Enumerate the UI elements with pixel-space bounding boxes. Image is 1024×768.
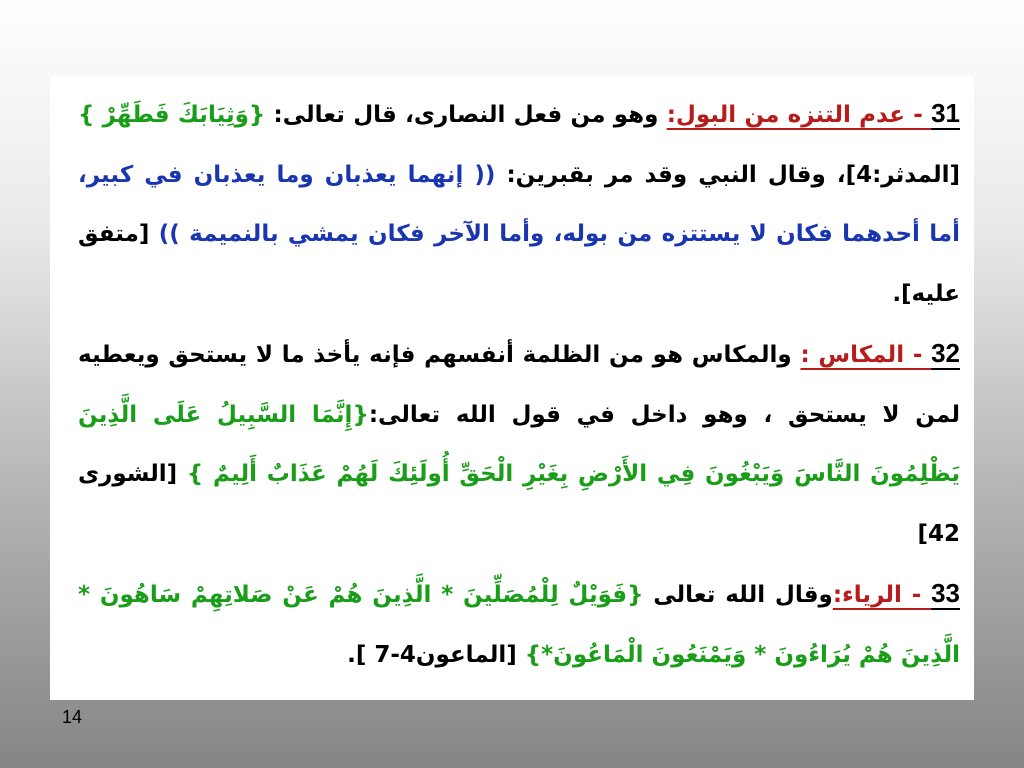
slide-body-text xyxy=(78,84,960,685)
page-number: 14 xyxy=(62,707,83,727)
section-number: 32 xyxy=(931,338,961,368)
hadith-text: (( إنهما يعذبان وما يعذبان في كبير، أما أحدهما فكان لا يستتزه من بوله، وأما الآخر فكان يمشي بالنميمة )) xyxy=(78,161,960,247)
section-number: 33 xyxy=(931,578,960,608)
section-intro: وهو من فعل النصارى، قال تعالى: xyxy=(265,102,667,128)
section-intro: والمكاس هو من الظلمة أنفسهم فإنه يأخذ ما لا يستحق ويعطيه لمن لا يستحق ، وهو داخل في قول الله تعالى: xyxy=(78,342,961,428)
quran-verse: {إِنَّمَا السَّبِيلُ عَلَى الَّذِينَ يَظْلِمُونَ النَّاسَ وَيَبْغُونَ فِي الأَرْضِ بِغَيْرِ الْحَقِّ أُولَئِكَ لَهُمْ عَذَابٌ أَلِيمٌ } xyxy=(78,401,960,487)
section-separator: - xyxy=(901,582,932,608)
slide-content-panel xyxy=(50,76,974,700)
section-title: المكاس : xyxy=(800,342,905,368)
section-title: الرياء: xyxy=(832,582,902,608)
quran-verse: {فَوَيْلٌ لِلْمُصَلِّينَ * الَّذِينَ هُمْ عَنْ صَلاتِهِمْ سَاهُونَ * الَّذِينَ هُمْ يُرَاءُونَ * وَيَمْنَعُونَ الْمَاعُونَ*} xyxy=(78,582,960,668)
section-32 xyxy=(78,324,960,564)
section-separator: - xyxy=(904,342,932,368)
verse-reference: [الماعون4-7 ]. xyxy=(347,641,525,668)
section-intro: وقال الله تعالى xyxy=(643,582,833,608)
quran-verse: {وَثِيَابَكَ فَطَهِّرْ } xyxy=(78,102,266,128)
hadith-reference: [متفق عليه]. xyxy=(78,221,960,307)
section-title: عدم التنزه من البول: xyxy=(666,102,905,128)
verse-reference: [الشورى 42] xyxy=(78,461,960,547)
section-33 xyxy=(78,564,960,685)
verse-reference: [المدثر:4] xyxy=(845,161,960,188)
section-number: 31 xyxy=(931,98,961,128)
section-31 xyxy=(78,84,960,324)
section-separator: - xyxy=(904,102,932,128)
hadith-intro: ، وقال النبي وقد مر بقبرين: xyxy=(495,161,846,188)
